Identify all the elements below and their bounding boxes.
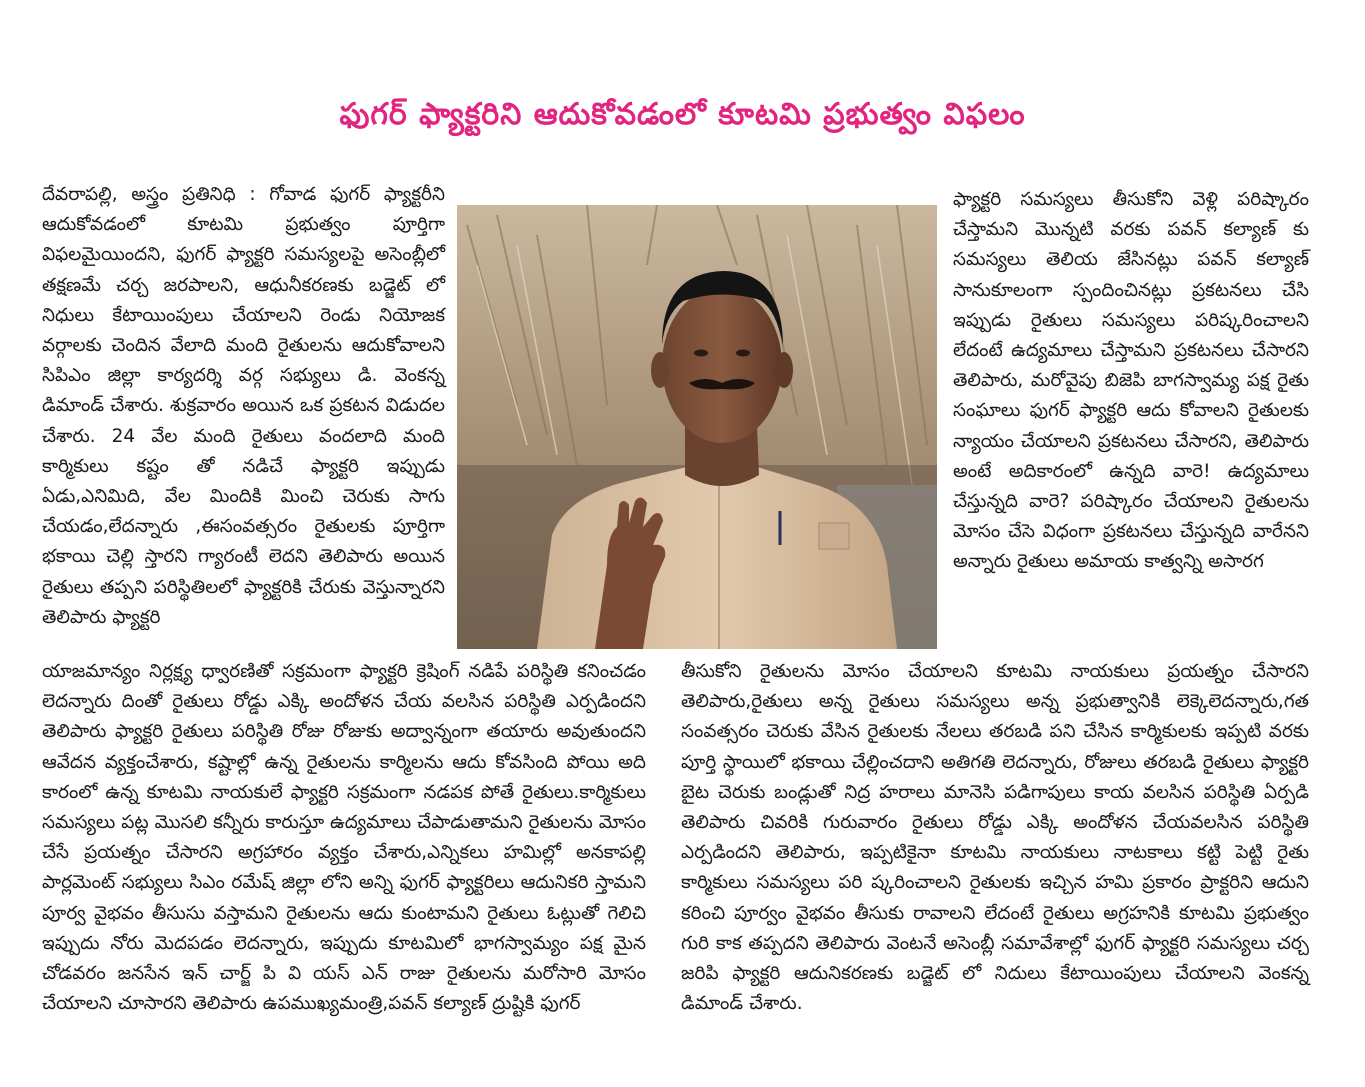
- article-paragraph-left: దేవరాపల్లి, అస్త్రం ప్రతినిధి : గోవాడ ఫుగర్ ఫ్యాక్టరీని ఆదుకోవడంలో కూటమి ప్రభుత్వం పూర్తిగా విఫలమైయిందని, ఫుగర్ ఫ్యాక్టరి సమస్యలపై అసెంబ్లీలో తక్షణమే చర్చ జరపాలని, ఆధునీకరణకు బడ్జెట్ లో నిధులు కేటాయింపులు చేయాలని రెండు నియోజక వర్గాలకు చెందిన వేలాది మంది రైతులను ఆదుకోవాలని సిపిఎం జిల్లా కార్యదర్శి వర్గ సభ్యులు డి. వెంకన్న డిమాండ్ చేశారు. శుక్రవారం అయిన ఒక ప్రకటన విడుదల చేశారు. 24 వేల మంది రైతులు వందలాది మంది కార్మికులు కష్టం తో నడిచే ఫ్యాక్టరి ఇప్పుడు ఏడు,ఎనిమిది, వేల మిందికి మించి చెరుకు సాగు చేయడం,లేదన్నారు ,ఈసంవత్సరం రైతులకు పూర్తిగా భకాయి చెల్లి స్తారని గ్యారంటీ లెదని తెలిపారు అయిన రైతులు తప్పని పరిస్థితిలలో ఫ్యాక్టరికి చేరుకు వెస్తున్నారని తెలిపారు ఫ్యాక్టరి: [42, 184, 445, 628]
- article-paragraph-right: ఫ్యాక్టరి సమస్యలు తీసుకోని వెళ్లి పరిష్కారం చేస్తామని మొన్నటి వరకు పవన్ కల్యాణ్ కు సమస్యలు తెలియ జేసినట్లు పవన్ కల్యాణ్ సానుకూలంగా స్పందించినట్లు ప్రకటనలు చేసి ఇప్పుడు రైతులు సమస్యలు పరిష్కరించాలని లేదంటే ఉద్యమాలు చేస్తామని ప్రకటనలు చేసారని తెలిపారు, మరోవైపు బిజెపి బాగస్వామ్య పక్ష రైతు సంఘాలు ఫుగర్ ఫ్యాక్టరి ఆదు కోవాలని రైతులకు న్యాయం చేయాలని ప్రకటనలు చేసారని, తెలిపారు అంటే అదికారంలో ఉన్నది వారె! ఉద్యమాలు చేస్తున్నది వారె? పరిష్కారం చేయాలని రైతులను మోసం చేసె విధంగా ప్రకటనలు చేస్తున్నది వారేనని అన్నారు రైతులు అమాయ కాత్వన్ని అసారగ: [953, 189, 1309, 573]
- article-paragraph-bottom-left: యాజమాన్యం నిర్లక్ష్య ధ్వారణితో సక్రమంగా ఫ్యాక్టరి క్రెషింగ్ నడిపే పరిస్థితి కనించడం లెదన్నారు దింతో రైతులు రోడ్డు ఎక్కి అందోళన చేయ వలసిన పరిస్థితి ఎర్పడిందని తెలిపారు ఫ్యాక్టరి రైతులు పరిస్థితి రోజు రోజుకు అద్వాన్నంగా తయారు అవుతుందని ఆవేదన వ్యక్తంచేశారు, కష్టాల్లో ఉన్న రైతులను కార్మిలను ఆదు కోవసింది పోయి అది కారంలో ఉన్న కూటమి నాయకులే ఫ్యాక్టరి సక్రమంగా నడపక పోతే రైతులు.కార్మికులు సమస్యలు పట్ల మొసలి కన్నీరు కారుస్తూ ఉద్యమాలు చేపాడుతామని రైతులను మోసం చేసే ప్రయత్నం చేసారని అగ్రహారం వ్యక్తం చేశారు,ఎన్నికలు హమిల్లో అనకాపల్లి పార్లమెంట్ సభ్యులు సిఎం రమేష్ జిల్లా లోని అన్ని ఫుగర్ ఫ్యాక్టరిలు ఆదునికరి స్తామని పూర్వ వైభవం తీసుసు వస్తామని రైతులను ఆదు కుంటామని రైతులు ఓట్లుతో గెలిచి ఇప్పుదు నోరు మెదపడం లెదన్నారు, ఇప్పుదు కూటమిలో భాగస్వామ్యం పక్ష మైన చోడవరం జనసేన ఇన్ చార్జ్ పి వి యస్ ఎన్ రాజు రైతులను మరోసారి మోసం చేయాలని చూసారని తెలిపారు ఉపముఖ్యమంత్రి,పవన్ కల్యాణ్ ద్రుష్టికి ఫుగర్: [42, 661, 646, 1015]
- person-portrait-image: [457, 205, 937, 649]
- article-column-bottom-right: [681, 657, 1309, 1019]
- article-headline: ఫుగర్ ఫ్యాక్టరిని ఆదుకోవడంలో కూటమి ప్రభుత్వం విఫలం: [339, 97, 1026, 132]
- article-photo: [457, 205, 937, 649]
- article-column-bottom-left: [42, 657, 646, 1019]
- article-column-right: [953, 185, 1309, 578]
- article-column-left: [42, 180, 445, 633]
- article-paragraph-bottom-right: తీసుకోని రైతులను మోసం చేయాలని కూటమి నాయకులు ప్రయత్నం చేసారని తెలిపారు,రైతులు అన్న రైతులు సమస్యలు అన్న ప్రభుత్వానికి లెక్కెలెదన్నారు,గత సంవత్సరం చెరుకు వేసిన రైతులకు నేలలు తరబడి పని చేసిన కార్మికులకు ఇప్పటి వరకు పూర్తి స్థాయిలో భకాయి చేల్లించదాని అతిగతి లెదన్నారు, రోజులు తరబడి రైతులు ఫ్యాక్టరి బైట చెరుకు బండ్లుతో నిద్ర హరాలు మానెసి పడిగాపులు కాయ వలసిన పరిస్థితి ఏర్పడి తెలిపారు చివరికి గురువారం రైతులు రోడ్డు ఎక్కి అందోళన చేయవలసిన పరిస్థితి ఎర్పడిందని తెలిపారు, ఇప్పటికైనా కూటమి నాయకులు నాటకాలు కట్టి పెట్టి రైతు కార్మికులు సమస్యలు పరి ష్కరించాలని రైతులకు ఇచ్చిన హమి ప్రకారం ప్రాక్టరిని ఆదుని కరించి పూర్వం వైభవం తీసుకు రావాలని లేదంటే రైతులు అగ్రహనికి కూటమి ప్రభుత్వం గురి కాక తప్పదని తెలిపారు వెంటనే అసెంబ్లీ సమావేశాల్లో ఫుగర్ ఫ్యాక్టరి సమస్యలు చర్చ జరిపి ఫ్యాక్టరి ఆదునికరణకు బడ్జెట్ లో నిదులు కేటాయింపులు చేయాలని వెంకన్న డిమాండ్ చేశారు.: [681, 661, 1309, 1015]
